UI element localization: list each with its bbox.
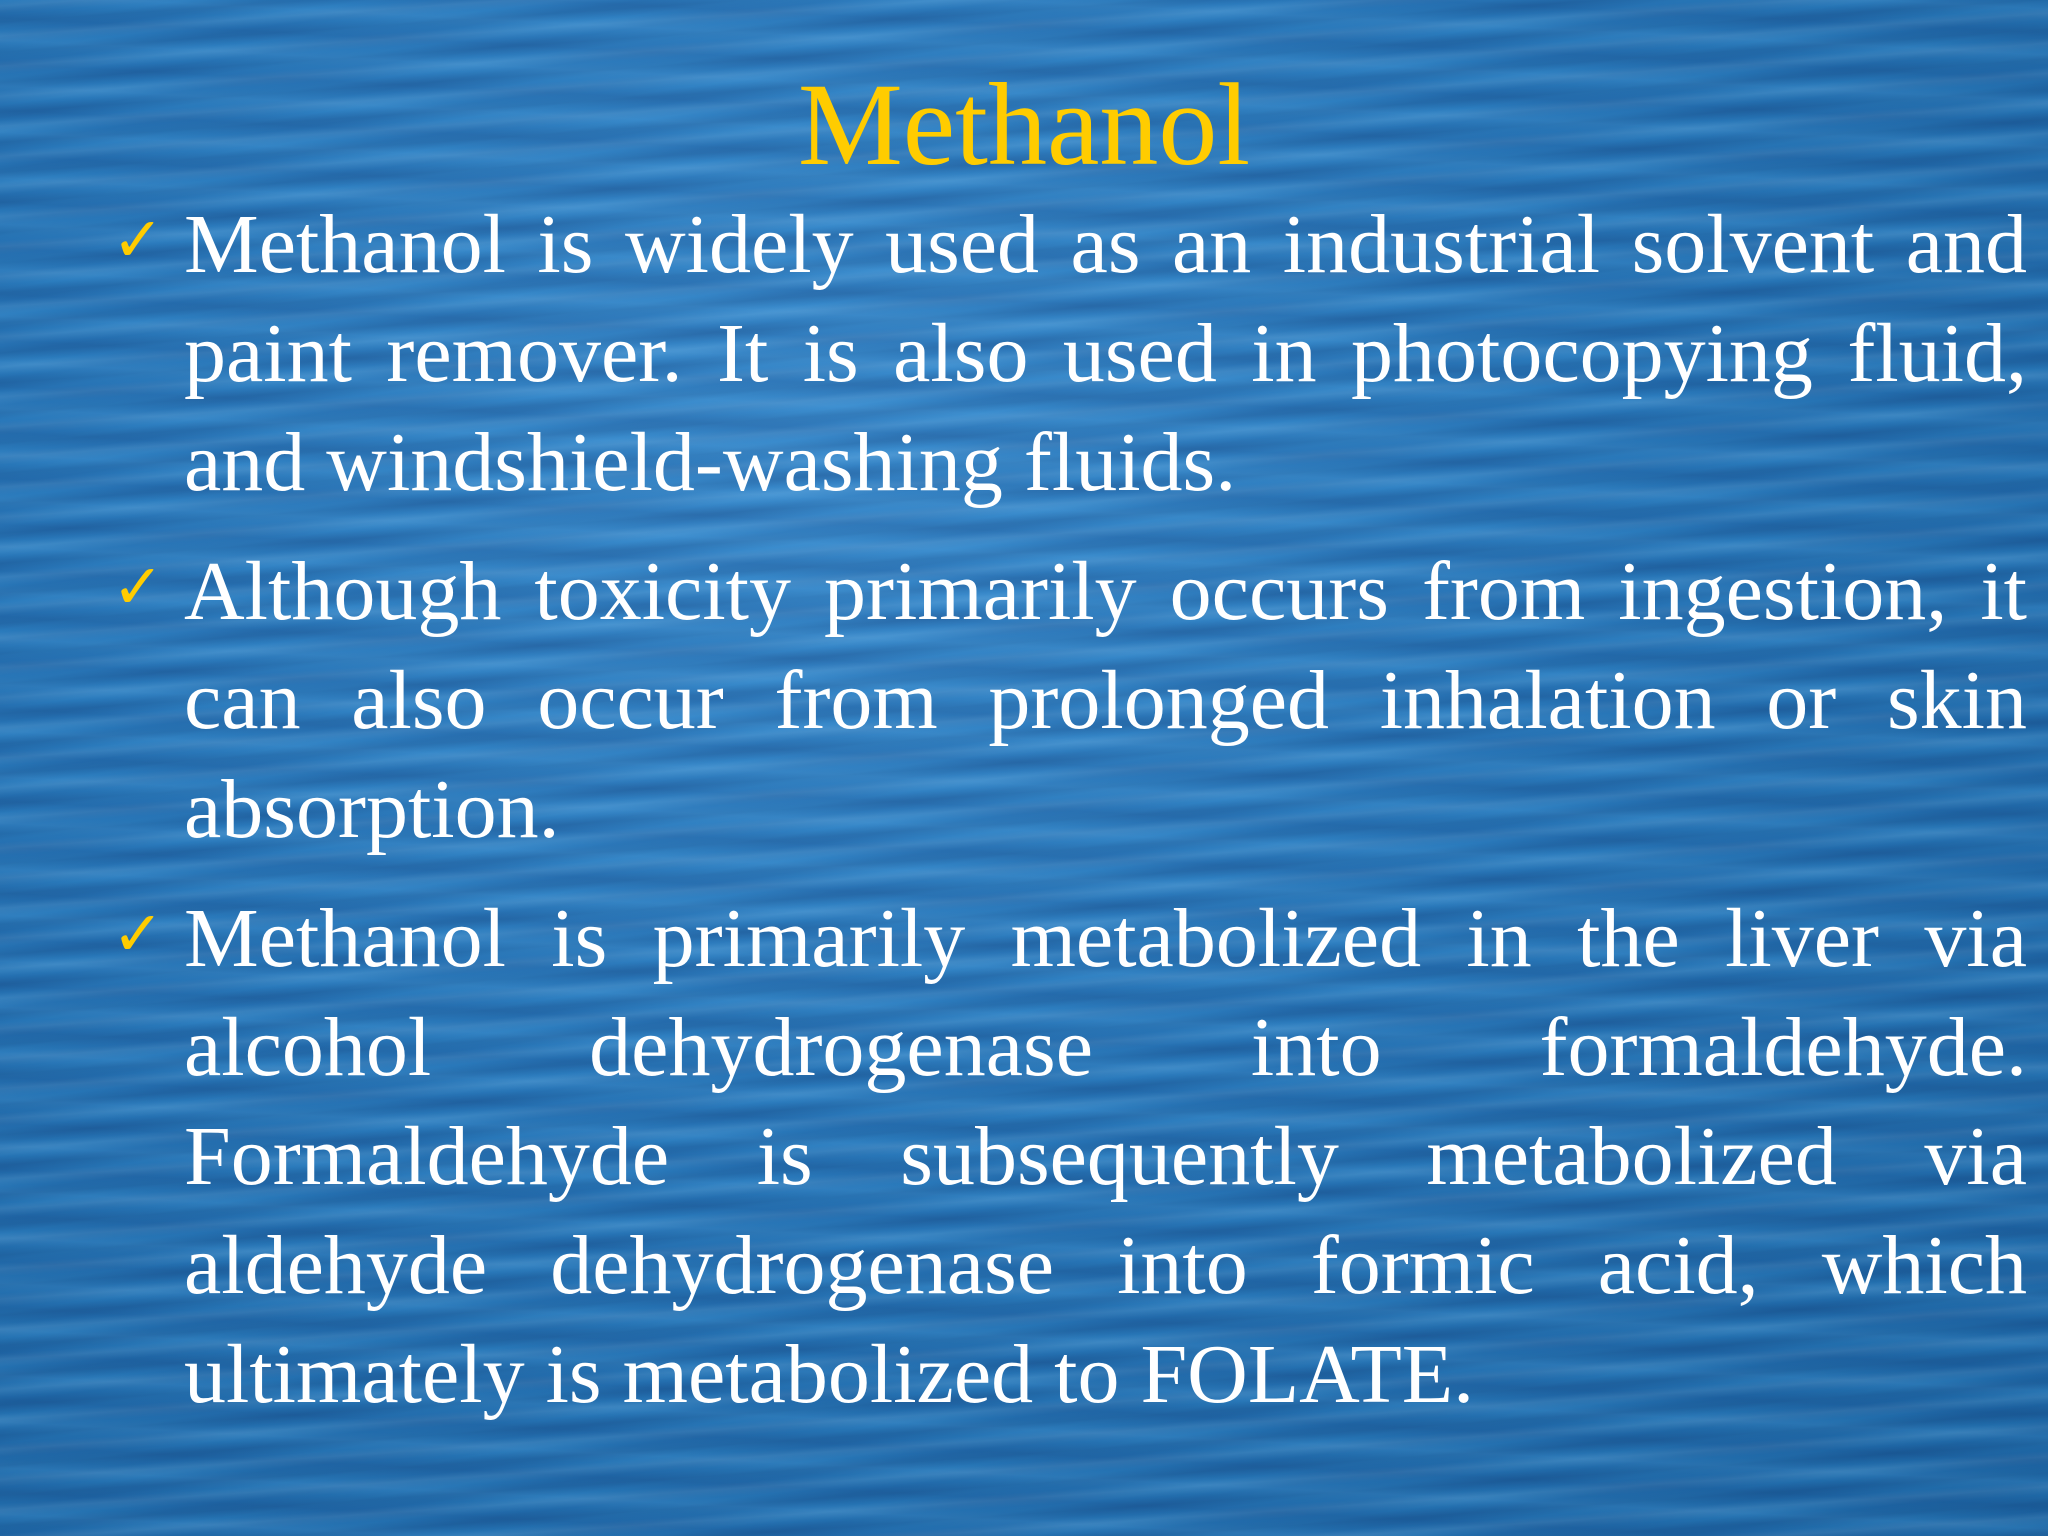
bullet-text: Although toxicity primarily occurs from ingestion, it can also occur from prolonged inhalation or skin absorption. bbox=[184, 545, 2027, 856]
bullet-item bbox=[112, 190, 2027, 517]
bullet-list bbox=[112, 190, 2027, 1449]
bullet-item bbox=[112, 537, 2027, 864]
check-icon: ✓ bbox=[112, 550, 164, 623]
check-icon: ✓ bbox=[112, 897, 164, 970]
bullet-item bbox=[112, 884, 2027, 1429]
bullet-text: Methanol is primarily metabolized in the liver via alcohol dehydrogenase into formaldehyde. Formaldehyde is subsequently metabolized via aldehyde dehydrogenase into formic acid, which ultimately is metabolized to FOLATE. bbox=[184, 892, 2027, 1421]
slide-title: Methanol bbox=[797, 59, 1251, 190]
check-icon: ✓ bbox=[112, 203, 164, 276]
bullet-text: Methanol is widely used as an industrial solvent and paint remover. It is also used in photocopying fluid, and windshield-washing fluids. bbox=[184, 198, 2027, 509]
